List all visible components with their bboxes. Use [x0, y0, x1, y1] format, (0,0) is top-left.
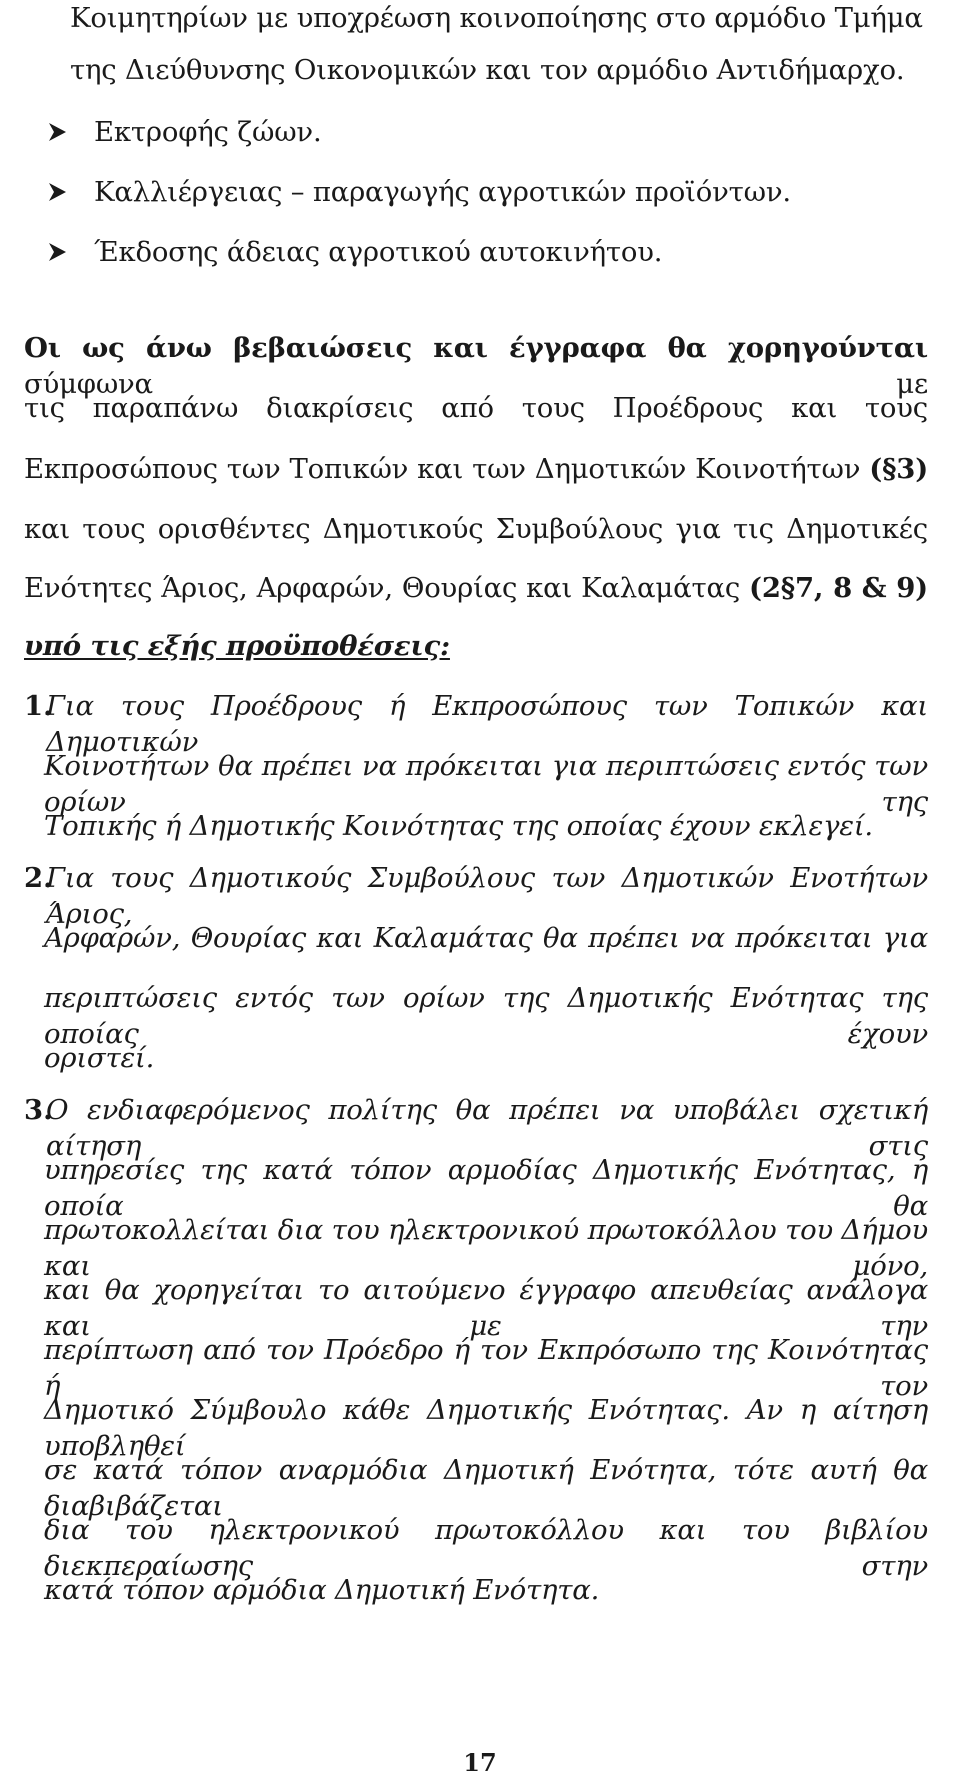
bullet-item: [48, 174, 791, 210]
paragraph-line-5: [24, 570, 928, 606]
continued-bullet-line-2: της Διεύθυνσης Οικονομικών και τον αρμόδιο Αντιδήμαρχο.: [70, 54, 905, 86]
paragraph-line-3-text: Εκπροσώπους των Τοπικών και των Δημοτικών Κοινοτήτων: [24, 453, 861, 485]
item-line: Κοινοτήτων θα πρέπει να πρόκειται για περιπτώσεις εντός των ορίων της: [44, 750, 928, 818]
paragraph-line-2: τις παραπάνω διακρίσεις από τους Προέδρους και τους: [24, 392, 928, 424]
paragraph-line-4: και τους ορισθέντες Δημοτικούς Συμβούλους για τις Δημοτικές: [24, 513, 928, 545]
conditions-heading: υπό τις εξής προϋποθέσεις:: [24, 630, 450, 662]
item-line: περίπτωση από τον Πρόεδρο ή τον Εκπρόσωπο της Κοινότητας ή τον: [44, 1334, 928, 1402]
item-number: 3.: [24, 1094, 53, 1126]
paragraph-line-1: [24, 330, 928, 400]
bullet-text: Έκδοσης άδειας αγροτικού αυτοκινήτου.: [94, 236, 663, 268]
bullet-item: [48, 234, 662, 270]
paragraph-line-1-rest: σύμφωνα με: [24, 368, 928, 400]
item-line: Για τους Δημοτικούς Συμβούλους των Δημοτικών Ενοτήτων Άριος,: [46, 862, 928, 930]
item-line: Αρφαρών, Θουρίας και Καλαμάτας θα πρέπει να πρόκειται για: [44, 922, 928, 954]
page-number: 17: [463, 1748, 497, 1777]
arrowhead-bullet-icon: [48, 241, 68, 263]
continued-bullet-line-1: Κοιμητηρίων με υποχρέωση κοινοποίησης στο αρμόδιο Τμήμα: [70, 2, 923, 34]
item-line: Τοπικής ή Δημοτικής Κοινότητας της οποίας έχουν εκλεγεί.: [44, 810, 873, 842]
arrowhead-bullet-icon: [48, 121, 68, 143]
item-line: και θα χορηγείται το αιτούμενο έγγραφο απευθείας ανάλογα και με την: [44, 1274, 928, 1342]
item-line: Για τους Προέδρους ή Εκπροσώπους των Τοπικών και Δημοτικών: [46, 690, 928, 758]
paragraph-line-3: [24, 451, 928, 487]
paragraph-section-ref: (§3): [869, 453, 929, 485]
item-line: υπηρεσίες της κατά τόπον αρμοδίας Δημοτικής Ενότητας, η οποία θα: [44, 1154, 928, 1222]
arrowhead-bullet-icon: [48, 181, 68, 203]
bullet-item: [48, 114, 322, 150]
item-line: δια του ηλεκτρονικού πρωτοκόλλου και του βιβλίου διεκπεραίωσης στην: [44, 1514, 928, 1582]
item-number: 2.: [24, 862, 53, 894]
item-line: σε κατά τόπον αναρμόδια Δημοτική Ενότητα, τότε αυτή θα διαβιβάζεται: [44, 1454, 928, 1522]
paragraph-section-ref: (2§7, 8 & 9): [749, 572, 928, 604]
bullet-text: Καλλιέργειας – παραγωγής αγροτικών προϊόντων.: [94, 176, 791, 208]
bullet-text: Εκτροφής ζώων.: [94, 116, 322, 148]
paragraph-line-6: [24, 628, 928, 664]
item-line: Ο ενδιαφερόμενος πολίτης θα πρέπει να υποβάλει σχετική αίτηση στις: [46, 1094, 928, 1162]
item-line: Δημοτικό Σύμβουλο κάθε Δημοτικής Ενότητας. Αν η αίτηση υποβληθεί: [44, 1394, 928, 1462]
item-line: περιπτώσεις εντός των ορίων της Δημοτικής Ενότητας της οποίας έχουν: [44, 982, 928, 1050]
paragraph-line-5-text: Ενότητες Άριος, Αρφαρών, Θουρίας και Καλαμάτας: [24, 572, 741, 604]
item-line: κατά τόπον αρμόδια Δημοτική Ενότητα.: [44, 1574, 600, 1606]
paragraph-bold-lead: Οι ως άνω βεβαιώσεις και έγγραφα θα χορηγούνται: [24, 332, 928, 364]
item-line: πρωτοκολλείται δια του ηλεκτρονικού πρωτοκόλλου του Δήμου και μόνο,: [44, 1214, 929, 1282]
item-line: οριστεί.: [44, 1042, 155, 1074]
item-number: 1.: [24, 690, 53, 722]
